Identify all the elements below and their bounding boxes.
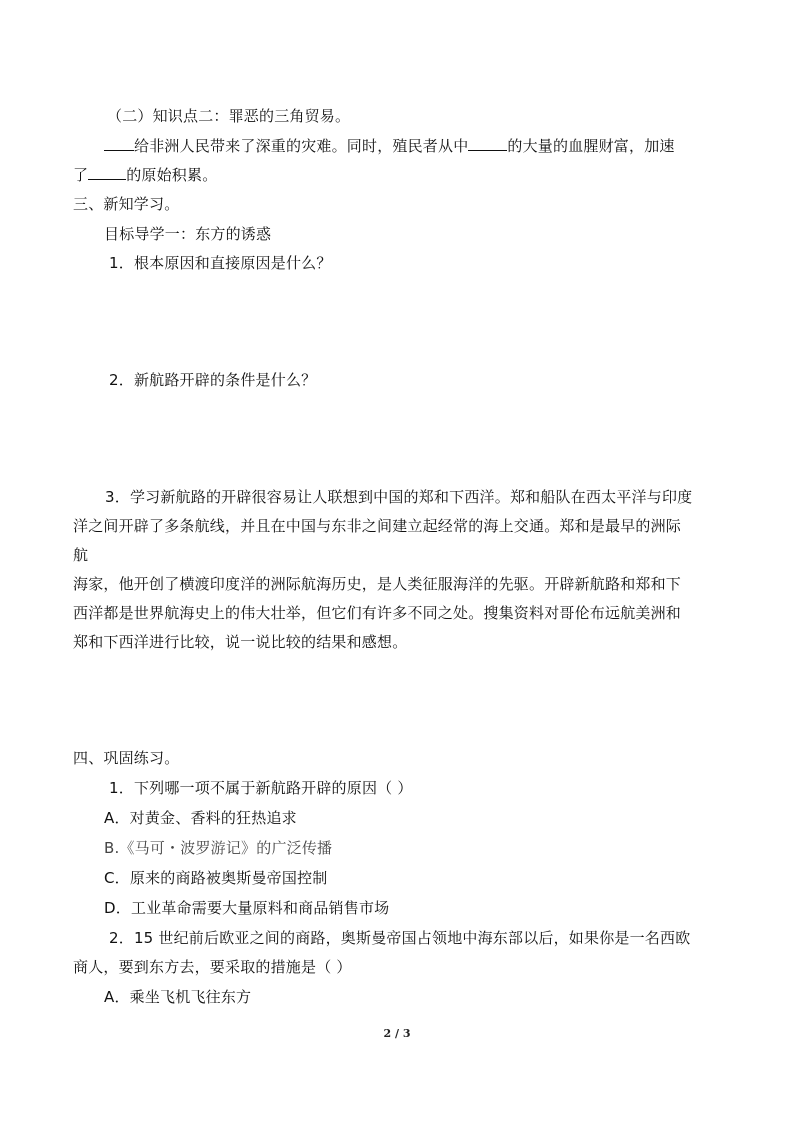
fill-blank bbox=[468, 136, 507, 151]
section2-line1-text-b: 的大量的血腥财富，加速 bbox=[507, 137, 675, 155]
section4-q1-option: C．原来的商路被奥斯曼帝国控制 bbox=[104, 869, 328, 887]
fill-blank bbox=[88, 165, 126, 180]
section3-q3-line: 3．学习新航路的开辟很容易让人联想到中国的郑和下西洋。郑和船队在西太平洋与印度 bbox=[105, 488, 693, 506]
section2-line2-text-a: 了 bbox=[73, 166, 89, 184]
section4-q1-option: B.《马可・波罗游记》的广泛传播 bbox=[104, 839, 333, 857]
section4-q2-line: 商人，要到东方去，要采取的措施是（ ） bbox=[73, 958, 352, 976]
section4-heading: 四、巩固练习。 bbox=[73, 749, 180, 767]
section3-q3-line: 洋之间开辟了多条航线，并且在中国与东非之间建立起经常的海上交通。郑和是最早的洲际 bbox=[73, 517, 682, 535]
section3-goal: 目标导学一：东方的诱惑 bbox=[104, 225, 272, 243]
section4-q2-line: 2．15 世纪前后欧亚之间的商路，奥斯曼帝国占领地中海东部以后，如果你是一名西欧 bbox=[109, 929, 691, 947]
section4-q1-option: D．工业革命需要大量原料和商品销售市场 bbox=[104, 899, 390, 917]
section3-q3-line: 西洋都是世界航海史上的伟大壮举，但它们有许多不同之处。搜集资料对哥伦布远航美洲和 bbox=[73, 604, 682, 622]
section3-q3-line: 郑和下西洋进行比较，说一说比较的结果和感想。 bbox=[73, 633, 408, 651]
section3-question-2: 2．新航路开辟的条件是什么？ bbox=[109, 371, 317, 389]
section4-q2-option: A．乘坐飞机飞往东方 bbox=[104, 988, 252, 1006]
section2-line2-text-b: 的原始积累。 bbox=[126, 166, 218, 184]
section3-question-1: 1．根本原因和直接原因是什么？ bbox=[109, 254, 332, 272]
section2-line2 bbox=[73, 165, 217, 185]
fill-blank bbox=[104, 136, 134, 151]
section2-heading: （二）知识点二：罪恶的三角贸易。 bbox=[107, 107, 351, 125]
section2-line1-text-a: 给非洲人民带来了深重的灾难。同时，殖民者从中 bbox=[134, 137, 469, 155]
page-number: 2 / 3 bbox=[383, 1027, 411, 1040]
section3-heading: 三、新知学习。 bbox=[73, 195, 180, 213]
section4-q1-option: A．对黄金、香料的狂热追求 bbox=[104, 809, 297, 827]
section4-question-1: 1．下列哪一项不属于新航路开辟的原因（ ） bbox=[109, 779, 413, 797]
section2-line1 bbox=[104, 136, 675, 156]
section3-q3-line: 航 bbox=[73, 546, 89, 564]
section3-q3-line: 海家，他开创了横渡印度洋的洲际航海历史，是人类征服海洋的先驱。开辟新航路和郑和下 bbox=[73, 575, 682, 593]
